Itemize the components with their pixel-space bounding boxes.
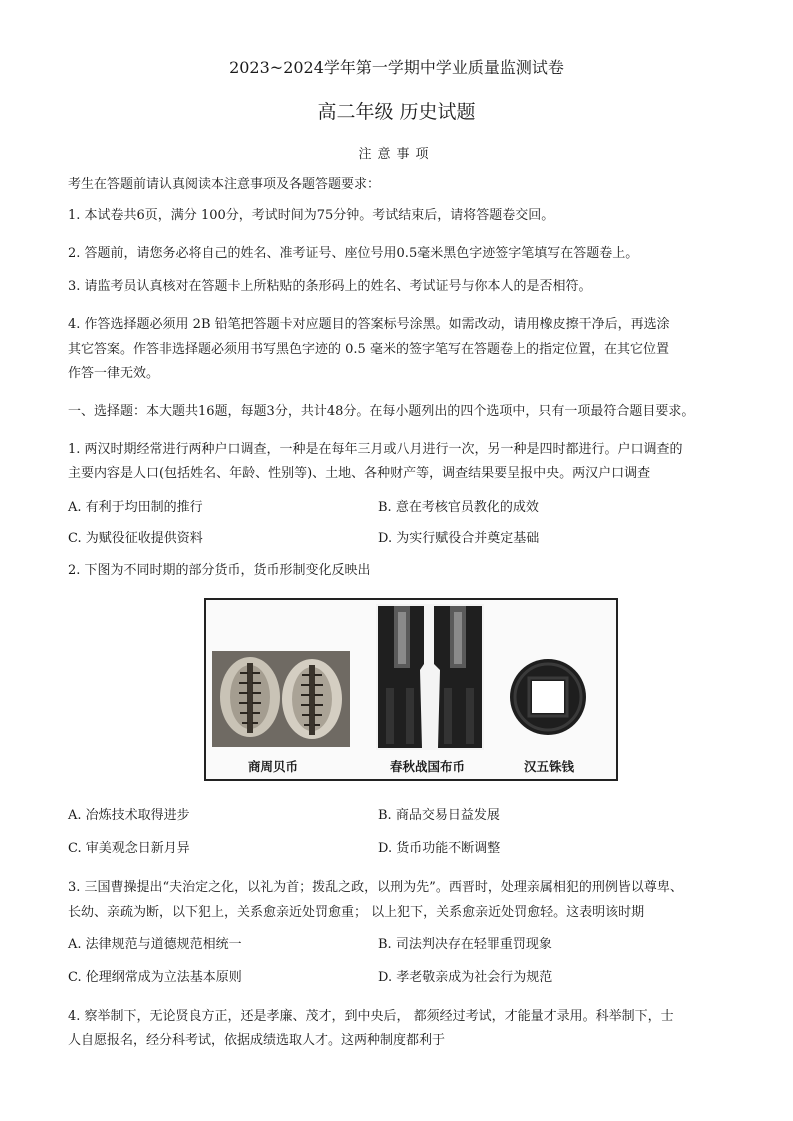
q3-option-b: B. 司法判决存在轻罪重罚现象 bbox=[378, 937, 552, 952]
spade-coin-image bbox=[376, 604, 484, 750]
section-heading: 一、选择题：本大题共16题，每题3分，共计48分。在每小题列出的四个选项中，只有一项最符合题目要求。 bbox=[68, 404, 695, 419]
q2-option-c: C. 审美观念日新月异 bbox=[68, 841, 190, 856]
q4-stem-line2: 人自愿报名，经分科考试，依据成绩选取人才。这两种制度都利于 bbox=[68, 1033, 446, 1048]
caption-spade-coin: 春秋战国布币 bbox=[390, 759, 466, 774]
q1-option-b: B. 意在考核官员教化的成效 bbox=[378, 500, 539, 515]
q1-stem-line1: 1. 两汉时期经常进行两种户口调查，一种是在每年三月或八月进行一次，另一种是四时都进行。户口调查的 bbox=[68, 442, 683, 457]
q2-option-b: B. 商品交易日益发展 bbox=[378, 808, 500, 823]
q3-option-a: A. 法律规范与道德规范相统一 bbox=[68, 937, 242, 952]
q2-stem: 2. 下图为不同时期的部分货币，货币形制变化反映出 bbox=[68, 563, 371, 578]
caption-shell-coin: 商周贝币 bbox=[248, 759, 299, 774]
q1-option-d: D. 为实行赋役合并奠定基础 bbox=[378, 531, 540, 546]
instruction-item: 4. 作答选择题必须用 2B 铅笔把答题卡对应题目的答案标号涂黑。如需改动，请用橡皮擦干净后，再选涂 bbox=[68, 317, 670, 332]
instruction-item: 3. 请监考员认真核对在答题卡上所粘贴的条形码上的姓名、考试证号与你本人的是否相符。 bbox=[68, 279, 592, 294]
instructions-intro: 考生在答题前请认真阅读本注意事项及各题答题要求： bbox=[68, 177, 381, 192]
q3-option-c: C. 伦理纲常成为立法基本原则 bbox=[68, 970, 242, 985]
caption-wuzhu-coin: 汉五铢钱 bbox=[524, 759, 575, 774]
instruction-item: 1. 本试卷共6页，满分 100分，考试时间为75分钟。考试结束后，请将答题卷交回。 bbox=[68, 208, 555, 223]
currency-figure bbox=[204, 598, 618, 781]
instruction-item: 其它答案。作答非选择题必须用书写黑色字迹的 0.5 毫米的签字笔写在答题卷上的指定位置，在其它位置 bbox=[68, 342, 669, 357]
q3-stem-line2: 长幼、亲疏为断，以下犯上，关系愈亲近处罚愈重； 以上犯下，关系愈亲近处罚愈轻。这表明该时期 bbox=[68, 905, 645, 920]
q3-stem-line1: 3. 三国曹操提出“夫治定之化，以礼为首；拨乱之政，以刑为先”。西晋时，处理亲属相犯的刑例皆以尊卑、 bbox=[68, 880, 683, 895]
instruction-item: 作答一律无效。 bbox=[68, 366, 160, 381]
q2-option-a: A. 冶炼技术取得进步 bbox=[68, 808, 190, 823]
exam-subtitle: 高二年级 历史试题 bbox=[317, 101, 476, 123]
q2-option-d: D. 货币功能不断调整 bbox=[378, 841, 501, 856]
shell-coin-image bbox=[212, 651, 350, 747]
instruction-item: 2. 答题前，请您务必将自己的姓名、准考证号、座位号用0.5毫米黑色字迹签字笔填写在答题卷上。 bbox=[68, 246, 639, 261]
q3-option-d: D. 孝老敬亲成为社会行为规范 bbox=[378, 970, 553, 985]
q1-option-a: A. 有利于均田制的推行 bbox=[68, 500, 203, 515]
exam-title: 2023~2024学年第一学期中学业质量监测试卷 bbox=[229, 58, 564, 77]
q4-stem-line1: 4. 察举制下，无论贤良方正，还是孝廉、茂才，到中央后， 都须经过考试，才能量才录用。科举制下，士 bbox=[68, 1009, 674, 1024]
notice-heading: 注意事项 bbox=[358, 147, 435, 162]
wuzhu-coin-image bbox=[508, 657, 588, 737]
q1-option-c: C. 为赋役征收提供资料 bbox=[68, 531, 203, 546]
q1-stem-line2: 主要内容是人口(包括姓名、年龄、性别等)、土地、各种财产等，调查结果要呈报中央。两汉户口调查 bbox=[68, 466, 651, 481]
